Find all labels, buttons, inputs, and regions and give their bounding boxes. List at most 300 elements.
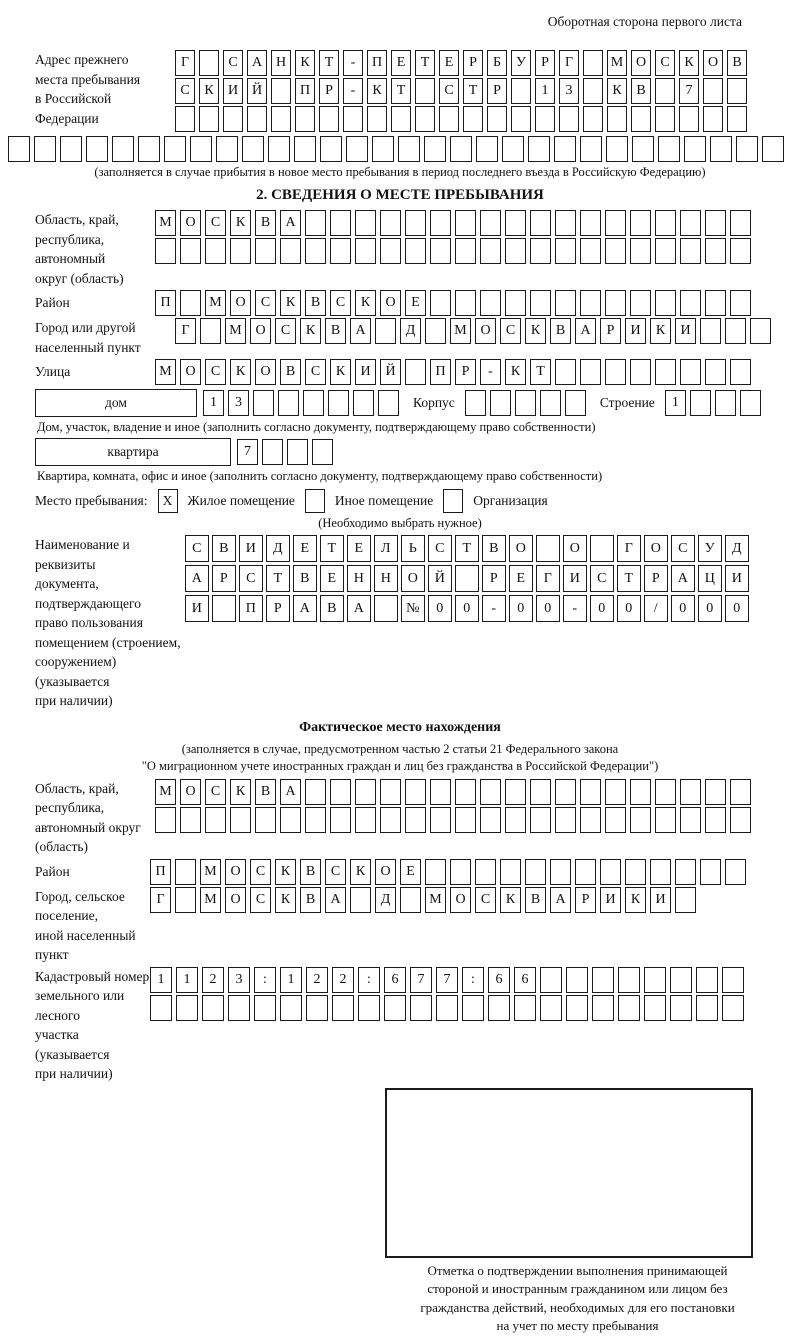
char-cell: 7: [679, 78, 699, 104]
char-cell: [415, 78, 435, 104]
char-cell: В: [255, 779, 276, 805]
char-cell: [355, 779, 376, 805]
char-cell: [380, 238, 401, 264]
stroenie-label: Строение: [599, 395, 655, 410]
char-cell: Й: [428, 565, 452, 592]
char-cell: [150, 995, 172, 1021]
char-cell: [175, 887, 196, 913]
char-cell: О: [225, 859, 246, 885]
char-cell: П: [239, 595, 263, 622]
char-cell: [425, 859, 446, 885]
char-cell: [475, 859, 496, 885]
char-cell: Р: [644, 565, 668, 592]
char-cell: Н: [271, 50, 291, 76]
char-cell: М: [225, 318, 246, 344]
char-cell: [705, 210, 726, 236]
char-cell: [487, 106, 507, 132]
char-cell: [480, 210, 501, 236]
char-cell: [330, 210, 351, 236]
char-cell: Е: [509, 565, 533, 592]
char-cell: 0: [725, 595, 749, 622]
char-cell: 0: [455, 595, 479, 622]
char-cell: 2: [202, 967, 224, 993]
char-cell: 7: [436, 967, 458, 993]
char-cell: [330, 238, 351, 264]
document-label: [35, 535, 185, 711]
char-cell: [680, 238, 701, 264]
confirmation-stamp-box: [385, 1088, 753, 1258]
char-cell: [305, 238, 326, 264]
char-cell: 1: [280, 967, 302, 993]
char-cell: Е: [400, 859, 421, 885]
char-cell: [705, 238, 726, 264]
char-cell: К: [607, 78, 627, 104]
stamp-caption: [375, 1262, 780, 1336]
char-cell: [705, 359, 726, 385]
char-cell: Р: [482, 565, 506, 592]
char-cell: [488, 995, 510, 1021]
ulitsa-label: Улица: [35, 364, 71, 380]
char-cell: [580, 136, 602, 162]
char-cell: [350, 887, 371, 913]
dom-box: дом: [35, 389, 197, 417]
char-cell: [580, 807, 601, 833]
char-cell: [202, 995, 224, 1021]
char-cell: [455, 807, 476, 833]
char-cell: Й: [247, 78, 267, 104]
label-line: Область, край,: [35, 780, 119, 796]
char-cell: [175, 106, 195, 132]
char-cell: 2: [306, 967, 328, 993]
char-cell: А: [247, 50, 267, 76]
char-cell: -: [343, 50, 363, 76]
char-cell: [199, 106, 219, 132]
kvartira-cells: [237, 439, 337, 465]
char-cell: И: [239, 535, 263, 562]
char-cell: [455, 565, 479, 592]
char-cell: [430, 807, 451, 833]
char-cell: И: [625, 318, 646, 344]
char-cell: Н: [374, 565, 398, 592]
zhiloe-label: Жилое помещение: [187, 493, 295, 509]
char-cell: [463, 106, 483, 132]
char-cell: А: [550, 887, 571, 913]
char-cell: [655, 210, 676, 236]
char-cell: [330, 779, 351, 805]
ulitsa-field: [35, 359, 800, 385]
char-cell: О: [401, 565, 425, 592]
char-cell: К: [625, 887, 646, 913]
char-cell: [605, 359, 626, 385]
kadastr-label: [35, 967, 150, 1084]
char-cell: [280, 807, 301, 833]
char-cell: [580, 779, 601, 805]
char-cell: П: [150, 859, 171, 885]
char-cell: И: [600, 887, 621, 913]
char-cell: К: [330, 359, 351, 385]
char-cell: 1: [150, 967, 172, 993]
char-cell: [287, 439, 308, 465]
char-cell: [242, 136, 264, 162]
char-cell: С: [185, 535, 209, 562]
char-cell: К: [230, 359, 251, 385]
char-cell: О: [644, 535, 668, 562]
label-line: Федерации: [35, 110, 99, 126]
char-cell: Т: [319, 50, 339, 76]
char-cell: Е: [439, 50, 459, 76]
prev-address-note: (заполняется в случае прибытия в новое место пребывания в период последнего въезда в Российскую Федерацию): [94, 165, 706, 179]
label-line: право пользования: [35, 615, 143, 630]
oblast-row-1: [155, 210, 755, 236]
char-cell: [199, 50, 219, 76]
char-cell: :: [254, 967, 276, 993]
char-cell: Г: [175, 318, 196, 344]
label-line: стороной и иностранным гражданином или лицом без: [427, 1281, 728, 1296]
label-line: гражданства действий, необходимых для его постановки: [420, 1299, 735, 1315]
char-cell: Р: [463, 50, 483, 76]
char-cell: [644, 995, 666, 1021]
char-cell: [727, 106, 747, 132]
char-cell: 6: [514, 967, 536, 993]
char-cell: [725, 859, 746, 885]
char-cell: Т: [617, 565, 641, 592]
char-cell: [505, 807, 526, 833]
char-cell: [655, 807, 676, 833]
char-cell: [254, 995, 276, 1021]
char-cell: [655, 359, 676, 385]
char-cell: О: [180, 210, 201, 236]
char-cell: [696, 995, 718, 1021]
char-cell: [722, 967, 744, 993]
factual-raion-field: [35, 859, 800, 885]
char-cell: [607, 106, 627, 132]
label-line: автономный: [35, 251, 106, 266]
kadastr-row-1: [150, 967, 748, 993]
char-cell: М: [200, 887, 221, 913]
char-cell: К: [230, 779, 251, 805]
char-cell: [511, 106, 531, 132]
label-line: документа, подтверждающего: [35, 576, 142, 611]
char-cell: -: [343, 78, 363, 104]
char-cell: [375, 318, 396, 344]
char-cell: К: [650, 318, 671, 344]
char-cell: А: [350, 318, 371, 344]
char-cell: [730, 238, 751, 264]
char-cell: [630, 210, 651, 236]
char-cell: [86, 136, 108, 162]
document-field: [35, 535, 800, 711]
char-cell: 3: [228, 967, 250, 993]
char-cell: Б: [487, 50, 507, 76]
char-cell: С: [330, 290, 351, 316]
char-cell: [630, 290, 651, 316]
char-cell: Т: [266, 565, 290, 592]
char-cell: О: [375, 859, 396, 885]
label-line: "О миграционном учете иностранных граждан и лиц без гражданства в Российской Федерации"): [141, 758, 659, 773]
char-cell: [736, 136, 758, 162]
char-cell: [566, 995, 588, 1021]
label-line: участка (указывается: [35, 1027, 110, 1062]
kadastr-field: [35, 967, 800, 1084]
char-cell: О: [450, 887, 471, 913]
char-cell: [455, 779, 476, 805]
char-cell: [592, 967, 614, 993]
char-cell: [703, 106, 723, 132]
char-cell: [400, 887, 421, 913]
char-cell: [710, 136, 732, 162]
char-cell: [138, 136, 160, 162]
char-cell: [583, 50, 603, 76]
label-line: округ (область): [35, 270, 124, 286]
char-cell: [670, 995, 692, 1021]
char-cell: -: [482, 595, 506, 622]
char-cell: [680, 807, 701, 833]
char-cell: [490, 390, 511, 416]
label-line: республика,: [35, 231, 105, 247]
char-cell: Д: [375, 887, 396, 913]
label-line: Кадастровый номер: [35, 968, 150, 984]
dom-field: [35, 389, 800, 417]
char-cell: [465, 390, 486, 416]
char-cell: К: [275, 887, 296, 913]
factual-oblast-field: [35, 779, 800, 857]
char-cell: [294, 136, 316, 162]
dom-note: Дом, участок, владение и иное (заполнить согласно документу, подтверждающему право собственности): [37, 420, 596, 434]
char-cell: [555, 210, 576, 236]
char-cell: [705, 807, 726, 833]
char-cell: 1: [176, 967, 198, 993]
char-cell: [176, 995, 198, 1021]
char-cell: [175, 859, 196, 885]
char-cell: Е: [293, 535, 317, 562]
char-cell: [703, 78, 723, 104]
char-cell: [580, 290, 601, 316]
char-cell: О: [225, 887, 246, 913]
char-cell: [450, 136, 472, 162]
char-cell: И: [223, 78, 243, 104]
char-cell: [328, 390, 349, 416]
char-cell: [480, 238, 501, 264]
char-cell: И: [185, 595, 209, 622]
char-cell: 0: [617, 595, 641, 622]
oblast-field: [35, 210, 800, 288]
char-cell: М: [450, 318, 471, 344]
char-cell: Е: [405, 290, 426, 316]
char-cell: [436, 995, 458, 1021]
char-cell: [268, 136, 290, 162]
label-line: населенный пункт: [35, 339, 141, 355]
char-cell: К: [355, 290, 376, 316]
char-cell: А: [575, 318, 596, 344]
char-cell: [605, 290, 626, 316]
factual-gorod-field: [35, 887, 800, 965]
char-cell: М: [607, 50, 627, 76]
gorod-field: [35, 318, 800, 357]
char-cell: [715, 390, 736, 416]
raion-row: [155, 290, 755, 316]
char-cell: В: [325, 318, 346, 344]
factual-oblast-row-1: [155, 779, 755, 805]
char-cell: С: [325, 859, 346, 885]
char-cell: И: [725, 565, 749, 592]
char-cell: 0: [428, 595, 452, 622]
char-cell: К: [199, 78, 219, 104]
char-cell: [398, 136, 420, 162]
char-cell: [730, 290, 751, 316]
char-cell: [353, 390, 374, 416]
char-cell: Р: [535, 50, 555, 76]
char-cell: Т: [415, 50, 435, 76]
char-cell: [330, 807, 351, 833]
raion-label: Район: [35, 295, 70, 311]
char-cell: Р: [319, 78, 339, 104]
label-line: Город, сельское поселение,: [35, 888, 125, 923]
char-cell: [430, 779, 451, 805]
char-cell: А: [280, 779, 301, 805]
oblast-row-2: [155, 238, 755, 264]
char-cell: [750, 318, 771, 344]
document-row-3: [185, 595, 752, 622]
char-cell: С: [250, 859, 271, 885]
char-cell: Г: [617, 535, 641, 562]
char-cell: [690, 390, 711, 416]
char-cell: [430, 238, 451, 264]
char-cell: [600, 859, 621, 885]
char-cell: О: [631, 50, 651, 76]
char-cell: [271, 106, 291, 132]
inoe-label: Иное помещение: [334, 493, 434, 509]
char-cell: К: [350, 859, 371, 885]
char-cell: С: [205, 210, 226, 236]
char-cell: К: [280, 290, 301, 316]
char-cell: У: [698, 535, 722, 562]
char-cell: Ь: [401, 535, 425, 562]
char-cell: [505, 210, 526, 236]
char-cell: [253, 390, 274, 416]
char-cell: [306, 995, 328, 1021]
char-cell: А: [185, 565, 209, 592]
char-cell: [462, 995, 484, 1021]
label-line: (заполняется в случае, предусмотренном частью 2 статьи 21 Федерального закона: [181, 741, 619, 756]
factual-raion-row: [150, 859, 750, 885]
char-cell: А: [347, 595, 371, 622]
char-cell: [305, 807, 326, 833]
char-cell: К: [525, 318, 546, 344]
char-cell: [476, 136, 498, 162]
char-cell: С: [255, 290, 276, 316]
char-cell: [380, 210, 401, 236]
label-line: при наличии): [35, 693, 113, 708]
char-cell: Г: [175, 50, 195, 76]
char-cell: [155, 238, 176, 264]
label-line: Город или другой: [35, 320, 136, 335]
char-cell: К: [295, 50, 315, 76]
label-line: места пребывания: [35, 71, 141, 87]
char-cell: Д: [400, 318, 421, 344]
char-cell: [555, 238, 576, 264]
char-cell: Р: [455, 359, 476, 385]
char-cell: [530, 807, 551, 833]
char-cell: [630, 359, 651, 385]
char-cell: О: [703, 50, 723, 76]
char-cell: [505, 238, 526, 264]
char-cell: [405, 359, 426, 385]
char-cell: [514, 995, 536, 1021]
char-cell: Т: [391, 78, 411, 104]
char-cell: [740, 390, 761, 416]
char-cell: 6: [384, 967, 406, 993]
char-cell: [730, 779, 751, 805]
char-cell: [631, 106, 651, 132]
char-cell: [384, 995, 406, 1021]
char-cell: [730, 807, 751, 833]
char-cell: [319, 106, 339, 132]
char-cell: [528, 136, 550, 162]
char-cell: [480, 290, 501, 316]
char-cell: С: [590, 565, 614, 592]
char-cell: [505, 779, 526, 805]
factual-oblast-row-2: [155, 807, 755, 833]
char-cell: [480, 807, 501, 833]
char-cell: [320, 136, 342, 162]
char-cell: [223, 106, 243, 132]
inoe-checkbox: [305, 489, 325, 513]
char-cell: [536, 535, 560, 562]
char-cell: И: [563, 565, 587, 592]
char-cell: Р: [600, 318, 621, 344]
char-cell: [372, 136, 394, 162]
char-cell: [618, 967, 640, 993]
char-cell: [305, 210, 326, 236]
prev-address-row-1: [175, 50, 751, 76]
char-cell: [303, 390, 324, 416]
char-cell: Д: [266, 535, 290, 562]
char-cell: [190, 136, 212, 162]
char-cell: К: [300, 318, 321, 344]
char-cell: С: [275, 318, 296, 344]
char-cell: [255, 807, 276, 833]
char-cell: -: [563, 595, 587, 622]
char-cell: С: [439, 78, 459, 104]
organizatsiya-checkbox: [443, 489, 463, 513]
char-cell: [355, 238, 376, 264]
label-line: земельного или лесного: [35, 988, 125, 1023]
char-cell: [455, 290, 476, 316]
char-cell: [216, 136, 238, 162]
char-cell: [655, 779, 676, 805]
char-cell: [605, 807, 626, 833]
char-cell: [343, 106, 363, 132]
char-cell: Р: [575, 887, 596, 913]
char-cell: 3: [559, 78, 579, 104]
mesto-note: (Необходимо выбрать нужное): [318, 516, 482, 530]
char-cell: [680, 290, 701, 316]
char-cell: [205, 807, 226, 833]
prev-address-label: [35, 50, 175, 128]
char-cell: [391, 106, 411, 132]
char-cell: С: [250, 887, 271, 913]
char-cell: В: [300, 887, 321, 913]
char-cell: А: [280, 210, 301, 236]
char-cell: [540, 390, 561, 416]
gorod-label: [35, 318, 175, 357]
char-cell: О: [180, 779, 201, 805]
char-cell: В: [280, 359, 301, 385]
char-cell: [262, 439, 283, 465]
char-cell: Е: [347, 535, 371, 562]
char-cell: [696, 967, 718, 993]
mesto-prebyvaniya-field: [35, 489, 800, 513]
